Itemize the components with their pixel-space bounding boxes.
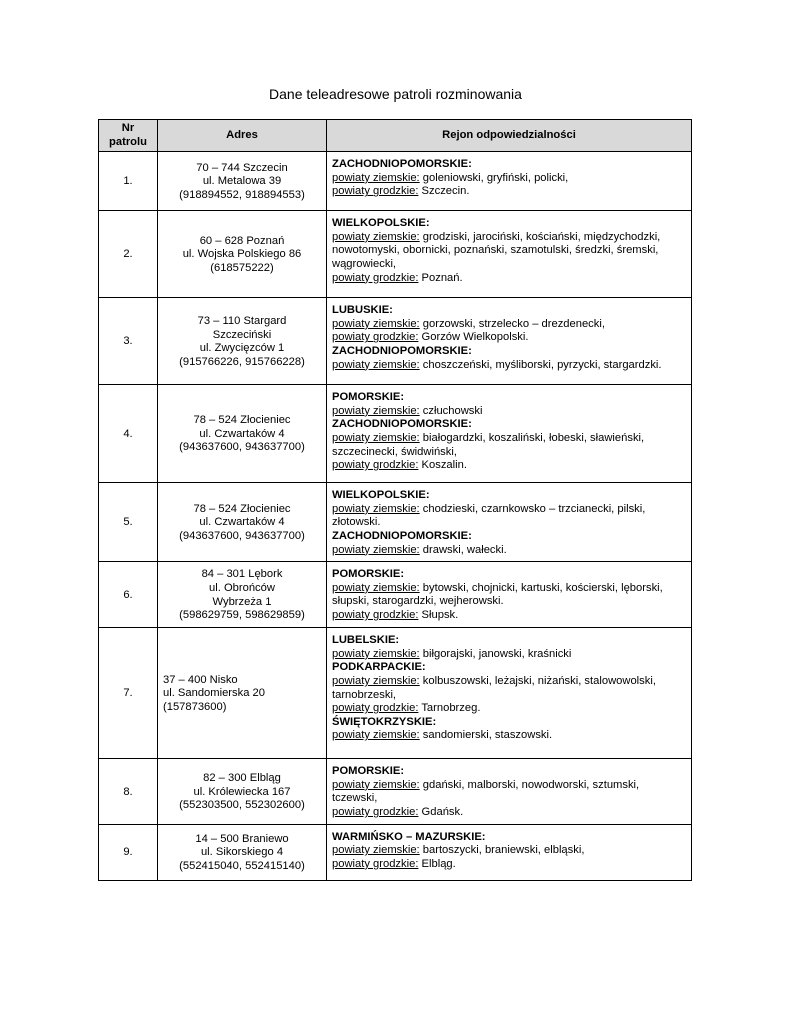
address-line: 78 – 524 Złocieniec — [193, 414, 291, 427]
grodzkie-value: Szczecin. — [421, 185, 470, 198]
patrol-number: 4. — [99, 385, 158, 483]
table-row — [99, 759, 692, 824]
ziemskie-label: powiaty ziemskie: — [332, 674, 420, 687]
patrol-region — [327, 385, 692, 483]
region-block — [332, 418, 686, 472]
ziemskie-value: choszczeński, myśliborski, pyrzycki, stargardzki. — [422, 358, 662, 371]
grodzkie-label: powiaty grodzkie: — [332, 857, 419, 870]
header-rejon: Rejon odpowiedzialności — [327, 120, 692, 152]
region-block — [332, 634, 686, 661]
region-name: WIELKOPOLSKIE: — [332, 489, 430, 502]
address-line: (918894552, 918894553) — [179, 188, 305, 201]
region-block — [332, 765, 686, 819]
ziemskie-value: biłgorajski, janowski, kraśnicki — [422, 647, 572, 660]
ziemskie-line — [332, 675, 686, 702]
ziemskie-line — [332, 318, 686, 332]
ziemskie-value: białogardzki, koszaliński, łobeski, sławieński, szczecinecki, świdwiński, — [332, 431, 645, 458]
ziemskie-value: gdański, malborski, nowodworski, sztumski, tczewski, — [332, 778, 640, 805]
patrol-address — [158, 562, 327, 628]
region-block — [332, 217, 686, 285]
grodzkie-line — [332, 272, 686, 286]
address-line: ul. Czwartaków 4 — [199, 427, 285, 440]
ziemskie-value: człuchowski — [422, 404, 483, 417]
ziemskie-line — [332, 779, 686, 806]
table-header-row — [99, 120, 692, 152]
region-name: ZACHODNIOPOMORSKIE: — [332, 418, 472, 431]
patrol-address — [158, 483, 327, 562]
address-line: 73 – 110 Stargard — [197, 315, 287, 327]
ziemskie-line — [332, 432, 686, 459]
table-row — [99, 483, 692, 562]
region-name: POMORSKIE: — [332, 765, 405, 778]
header-nr: Nr patrolu — [99, 120, 158, 152]
ziemskie-value: chodzieski, czarnkowsko – trzcianecki, pilski, złotowski. — [332, 502, 646, 529]
address-line: ul. Sikorskiego 4 — [200, 846, 284, 859]
region-block — [332, 661, 686, 715]
ziemskie-line — [332, 172, 686, 186]
patrol-address — [158, 759, 327, 824]
address-line: ul. Królewiecka 167 — [193, 785, 291, 798]
address-line: (157873600) — [163, 700, 227, 713]
address-line: (552303500, 552302600) — [179, 799, 305, 812]
ziemskie-value: gorzowski, strzelecko – drezdenecki, — [422, 317, 605, 330]
table-row — [99, 298, 692, 385]
table-row — [99, 628, 692, 759]
address-line: Szczeciński — [212, 328, 272, 341]
patrol-region — [327, 824, 692, 880]
patrol-address — [158, 298, 327, 385]
patrol-address — [158, 385, 327, 483]
address-line: 84 – 301 Lębork — [201, 568, 283, 581]
ziemskie-value: drawski, wałecki. — [422, 543, 507, 556]
address-line: 70 – 744 Szczecin — [196, 161, 288, 174]
ziemskie-value: goleniowski, gryfiński, policki, — [422, 171, 569, 184]
grodzkie-line — [332, 858, 686, 872]
ziemskie-line — [332, 729, 686, 743]
grodzkie-line — [332, 609, 686, 623]
grodzkie-label: powiaty grodzkie: — [332, 459, 419, 472]
grodzkie-line — [332, 459, 686, 473]
ziemskie-line — [332, 582, 686, 609]
grodzkie-label: powiaty grodzkie: — [332, 271, 419, 284]
region-block — [332, 831, 686, 872]
ziemskie-value: bartoszycki, braniewski, elbląski, — [422, 844, 585, 857]
ziemskie-label: powiaty ziemskie: — [332, 171, 420, 184]
address-line: Wybrzeża 1 — [212, 595, 272, 608]
patrol-number: 5. — [99, 483, 158, 562]
ziemskie-label: powiaty ziemskie: — [332, 502, 420, 515]
table-row — [99, 562, 692, 628]
region-name: ZACHODNIOPOMORSKIE: — [332, 158, 472, 171]
ziemskie-line — [332, 359, 686, 373]
address-line: (618575222) — [210, 261, 274, 274]
header-adres: Adres — [158, 120, 327, 152]
table-row — [99, 152, 692, 211]
region-block — [332, 716, 686, 743]
grodzkie-value: Słupsk. — [421, 608, 459, 621]
table-row — [99, 385, 692, 483]
patrol-address — [158, 824, 327, 880]
address-line: (552415040, 552415140) — [179, 859, 305, 872]
grodzkie-line — [332, 185, 686, 199]
ziemskie-label: powiaty ziemskie: — [332, 431, 420, 444]
patrol-region — [327, 152, 692, 211]
grodzkie-value: Tarnobrzeg. — [421, 702, 481, 715]
address-line: 37 – 400 Nisko — [163, 673, 238, 686]
patrol-number: 1. — [99, 152, 158, 211]
address-line: ul. Wojska Polskiego 86 — [182, 248, 302, 261]
address-line: ul. Obrońców — [209, 582, 275, 595]
region-name: POMORSKIE: — [332, 568, 405, 581]
ziemskie-line — [332, 544, 686, 558]
region-block — [332, 530, 686, 557]
table-row — [99, 824, 692, 880]
address-line: 14 – 500 Braniewo — [195, 832, 289, 845]
ziemskie-value: kolbuszowski, leżajski, niżański, stalowowolski, tarnobrzeski, — [332, 674, 656, 701]
address-line: ul. Czwartaków 4 — [199, 516, 285, 529]
grodzkie-label: powiaty grodzkie: — [332, 331, 419, 344]
patrol-number: 9. — [99, 824, 158, 880]
region-name: ŚWIĘTOKRZYSKIE: — [332, 715, 437, 728]
grodzkie-value: Gdańsk. — [421, 805, 464, 818]
region-name: PODKARPACKIE: — [332, 661, 426, 674]
patrol-region — [327, 298, 692, 385]
region-name: WARMIŃSKO – MAZURSKIE: — [332, 830, 486, 843]
address-line: 78 – 524 Złocieniec — [193, 502, 291, 515]
address-line: (598629759, 598629859) — [179, 609, 305, 622]
patrol-region — [327, 562, 692, 628]
ziemskie-label: powiaty ziemskie: — [332, 230, 420, 243]
address-line: ul. Metalowa 39 — [202, 175, 282, 188]
region-name: LUBELSKIE: — [332, 634, 400, 647]
ziemskie-line — [332, 648, 686, 662]
patrol-region — [327, 211, 692, 298]
grodzkie-value: Poznań. — [421, 271, 463, 284]
grodzkie-label: powiaty grodzkie: — [332, 608, 419, 621]
region-block — [332, 391, 686, 418]
address-line: (915766226, 915766228) — [179, 355, 305, 368]
address-line: 82 – 300 Elbląg — [203, 771, 281, 784]
table-row — [99, 211, 692, 298]
region-block — [332, 345, 686, 372]
ziemskie-value: grodziski, jarociński, kościański, międzychodzki, nowotomyski, obornicki, poznański, szamotulski, średzki, śremski, wągrowiecki, — [332, 230, 661, 270]
region-block — [332, 568, 686, 622]
patrol-table — [98, 119, 692, 881]
address-line: 60 – 628 Poznań — [199, 234, 285, 247]
table-body — [99, 152, 692, 880]
patrol-number: 8. — [99, 759, 158, 824]
region-name: POMORSKIE: — [332, 391, 405, 404]
ziemskie-label: powiaty ziemskie: — [332, 543, 420, 556]
region-name: ZACHODNIOPOMORSKIE: — [332, 529, 472, 542]
address-line: ul. Zwycięzców 1 — [199, 342, 285, 355]
patrol-number: 2. — [99, 211, 158, 298]
grodzkie-label: powiaty grodzkie: — [332, 702, 419, 715]
ziemskie-value: bytowski, chojnicki, kartuski, kościerski, lęborski, słupski, starogardzki, wejherowski. — [332, 581, 663, 608]
ziemskie-label: powiaty ziemskie: — [332, 778, 420, 791]
grodzkie-label: powiaty grodzkie: — [332, 185, 419, 198]
ziemskie-value: sandomierski, staszowski. — [422, 729, 553, 742]
patrol-number: 3. — [99, 298, 158, 385]
ziemskie-label: powiaty ziemskie: — [332, 317, 420, 330]
patrol-region — [327, 628, 692, 759]
patrol-number: 7. — [99, 628, 158, 759]
grodzkie-line — [332, 702, 686, 716]
grodzkie-value: Koszalin. — [421, 459, 467, 472]
ziemskie-label: powiaty ziemskie: — [332, 647, 420, 660]
ziemskie-line — [332, 844, 686, 858]
grodzkie-label: powiaty grodzkie: — [332, 805, 419, 818]
ziemskie-line — [332, 503, 686, 530]
patrol-address — [158, 628, 327, 759]
patrol-address — [158, 211, 327, 298]
ziemskie-label: powiaty ziemskie: — [332, 844, 420, 857]
address-line: ul. Sandomierska 20 — [163, 687, 265, 700]
patrol-region — [327, 759, 692, 824]
patrol-address — [158, 152, 327, 211]
grodzkie-value: Gorzów Wielkopolski. — [421, 331, 529, 344]
region-block — [332, 304, 686, 345]
grodzkie-value: Elbląg. — [421, 857, 456, 870]
ziemskie-label: powiaty ziemskie: — [332, 581, 420, 594]
ziemskie-line — [332, 231, 686, 272]
region-block — [332, 158, 686, 199]
address-line: (943637600, 943637700) — [179, 529, 305, 542]
region-name: ZACHODNIOPOMORSKIE: — [332, 344, 472, 357]
grodzkie-line — [332, 331, 686, 345]
region-name: LUBUSKIE: — [332, 304, 393, 317]
ziemskie-label: powiaty ziemskie: — [332, 358, 420, 371]
ziemskie-label: powiaty ziemskie: — [332, 404, 420, 417]
ziemskie-label: powiaty ziemskie: — [332, 729, 420, 742]
region-block — [332, 489, 686, 530]
address-line: (943637600, 943637700) — [179, 441, 305, 454]
region-name: WIELKOPOLSKIE: — [332, 217, 430, 230]
patrol-region — [327, 483, 692, 562]
page-title: Dane teleadresowe patroli rozminowania — [269, 86, 522, 102]
patrol-number: 6. — [99, 562, 158, 628]
grodzkie-line — [332, 806, 686, 820]
ziemskie-line — [332, 405, 686, 419]
